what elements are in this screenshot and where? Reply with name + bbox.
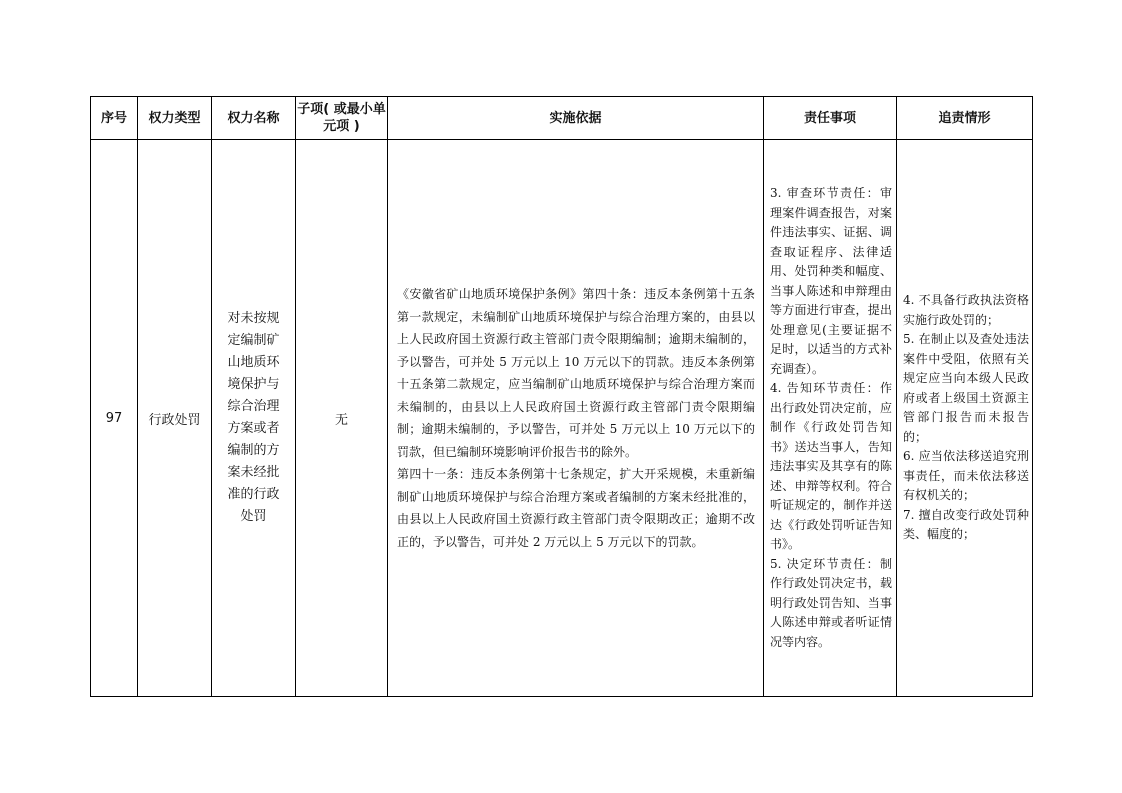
header-row xyxy=(91,97,1033,140)
cell-basis xyxy=(388,140,764,697)
cell-power-name xyxy=(212,140,296,697)
table-row xyxy=(91,140,1033,697)
header-accountability: 追责情形 xyxy=(897,97,1033,140)
header-basis: 实施依据 xyxy=(388,97,764,140)
header-power-type: 权力类型 xyxy=(138,97,212,140)
header-seq: 序号 xyxy=(91,97,138,140)
header-power-name: 权力名称 xyxy=(212,97,296,140)
header-responsibility: 责任事项 xyxy=(764,97,897,140)
power-name-text: 对未按规定编制矿山地质环境保护与综合治理方案或者编制的方案未经批准的行政处罚 xyxy=(227,311,280,524)
accountability-text: 4. 不具备行政执法资格实施行政处罚的； 5. 在制止以及查处违法案件中受阻，依照有关规定应当向本级人民政府或者上级国土资源主管部门报告而未报告的； 6. 应当依法移送追究刑事责任，而未依法移送有权机关的； 7. 擅自改变行政处罚种类、幅度的； xyxy=(903,293,1029,542)
cell-accountability xyxy=(897,140,1033,697)
cell-sub-item: 无 xyxy=(296,140,388,697)
cell-responsibility xyxy=(764,140,897,697)
cell-seq: 97 xyxy=(91,140,138,697)
basis-text: 《安徽省矿山地质环境保护条例》第四十条：违反本条例第十五条第一款规定，未编制矿山地质环境保护与综合治理方案的，由县以上人民政府国土资源行政主管部门责令限期编制；逾期未编制的，予以警告，可并处 5 万元以上 10 万元以下的罚款。违反本条例第十五条第二款规定，应当编制矿山地质环境保护与综合治理方案而未编制的，由县以上人民政府国土资源行政主管部门责令限期编制；逾期未编制的，予以警告，可并处 5 万元以上 10 万元以下的罚款，但已编制环境影响评价报告书的除外。 第四十一条：违反本条例第十七条规定，扩大开采规模，未重新编制矿山地质环境保护与综合治理方案或者编制的方案未经批准的，由县以上人民政府国土资源行政主管部门责令限期改正；逾期不改正的，予以警告，可并处 2 万元以上 5 万元以下的罚款。 xyxy=(397,287,755,549)
cell-power-type: 行政处罚 xyxy=(138,140,212,697)
responsibility-text: 3. 审查环节责任：审理案件调查报告，对案件违法事实、证据、调查取证程序、法律适用、处罚种类和幅度、当事人陈述和申辩理由等方面进行审查，提出处理意见(主要证据不足时，以适当的方式补充调查）。 4. 告知环节责任：作出行政处罚决定前，应制作《行政处罚告知书》送达当事人，告知违法事实及其享有的陈述、申辩等权利。符合听证规定的，制作并送达《行政处罚听证告知书》。 5. 决定环节责任：制作行政处罚决定书，载明行政处罚告知、当事人陈述申辩或者听证情况等内容。 xyxy=(770,186,892,649)
header-sub-item: 子项( 或最小单元项 ) xyxy=(296,97,388,140)
power-list-table xyxy=(90,96,1033,697)
